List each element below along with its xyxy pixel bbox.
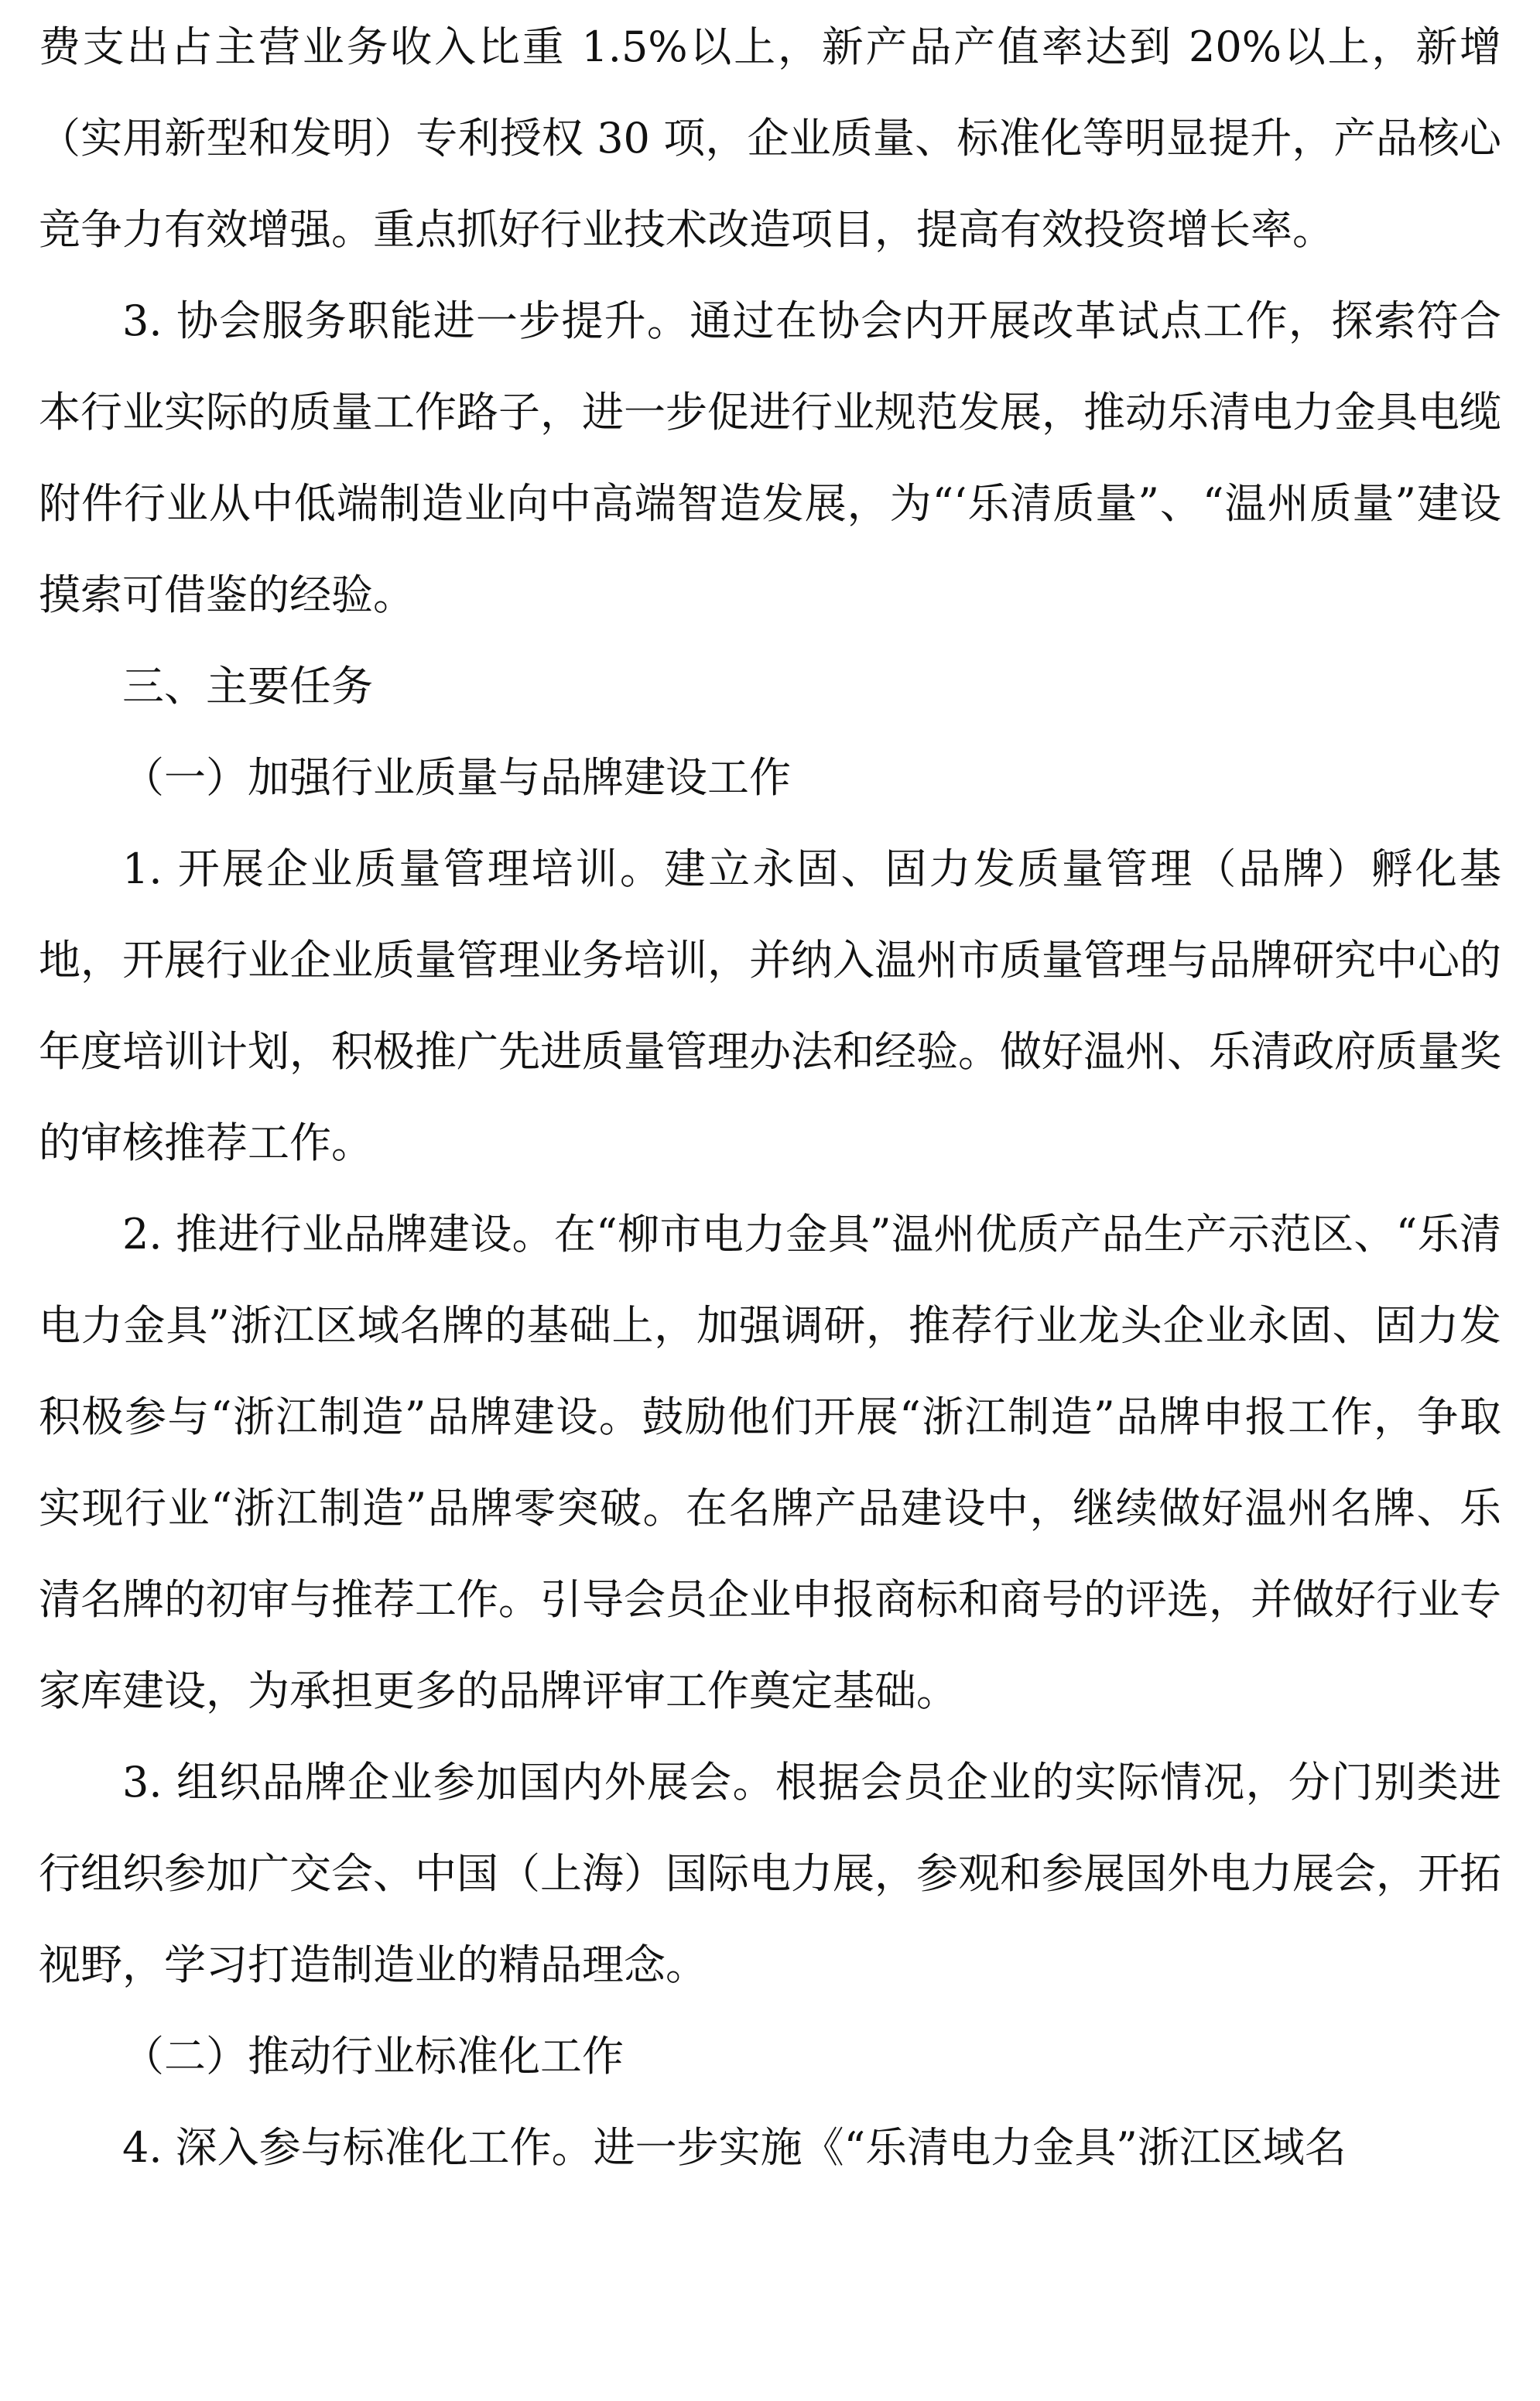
paragraph-intro-continuation: 费支出占主营业务收入比重 1.5%以上，新产品产值率达到 20%以上，新增（实用新型和发明）专利授权 30 项，企业质量、标准化等明显提升，产品核心竞争力有效增强。重点抓好行业技术改造项目，提高有效投资增长率。 <box>39 22 1501 254</box>
paragraph-task-2: 2. 推进行业品牌建设。在“柳市电力金具”温州优质产品生产示范区、“乐清电力金具”浙江区域名牌的基础上，加强调研，推荐行业龙头企业永固、固力发积极参与“浙江制造”品牌建设。鼓励他们开展“浙江制造”品牌申报工作，争取实现行业“浙江制造”品牌零突破。在名牌产品建设中，继续做好温州名牌、乐清名牌的初审与推荐工作。引导会员企业申报商标和商号的评选，并做好行业专家库建设，为承担更多的品牌评审工作奠定基础。 <box>39 1210 1501 1715</box>
document-body <box>39 0 1501 2401</box>
paragraph-task-3: 3. 组织品牌企业参加国内外展会。根据会员企业的实际情况，分门别类进行组织参加广交会、中国（上海）国际电力展，参观和参展国外电力展会，开拓视野，学习打造制造业的精品理念。 <box>39 1758 1501 1989</box>
paragraph-task-1: 1. 开展企业质量管理培训。建立永固、固力发质量管理（品牌）孵化基地，开展行业企业质量管理业务培训，并纳入温州市质量管理与品牌研究中心的年度培训计划，积极推广先进质量管理办法和经验。做好温州、乐清政府质量奖的审核推荐工作。 <box>39 844 1501 1167</box>
subsection-heading-quality-brand: （一）加强行业质量与品牌建设工作 <box>122 753 791 802</box>
subsection-heading-standardization: （二）推动行业标准化工作 <box>122 2032 624 2081</box>
paragraph-goal-3: 3. 协会服务职能进一步提升。通过在协会内开展改革试点工作，探索符合本行业实际的质量工作路子，进一步促进行业规范发展，推动乐清电力金具电缆附件行业从中低端制造业向中高端智造发展，为“‘乐清质量”、“温州质量”建设摸索可借鉴的经验。 <box>39 296 1501 619</box>
section-heading-main-tasks: 三、主要任务 <box>122 662 373 711</box>
paragraph-task-4: 4. 深入参与标准化工作。进一步实施《“乐清电力金具”浙江区域名 <box>122 2123 1347 2172</box>
